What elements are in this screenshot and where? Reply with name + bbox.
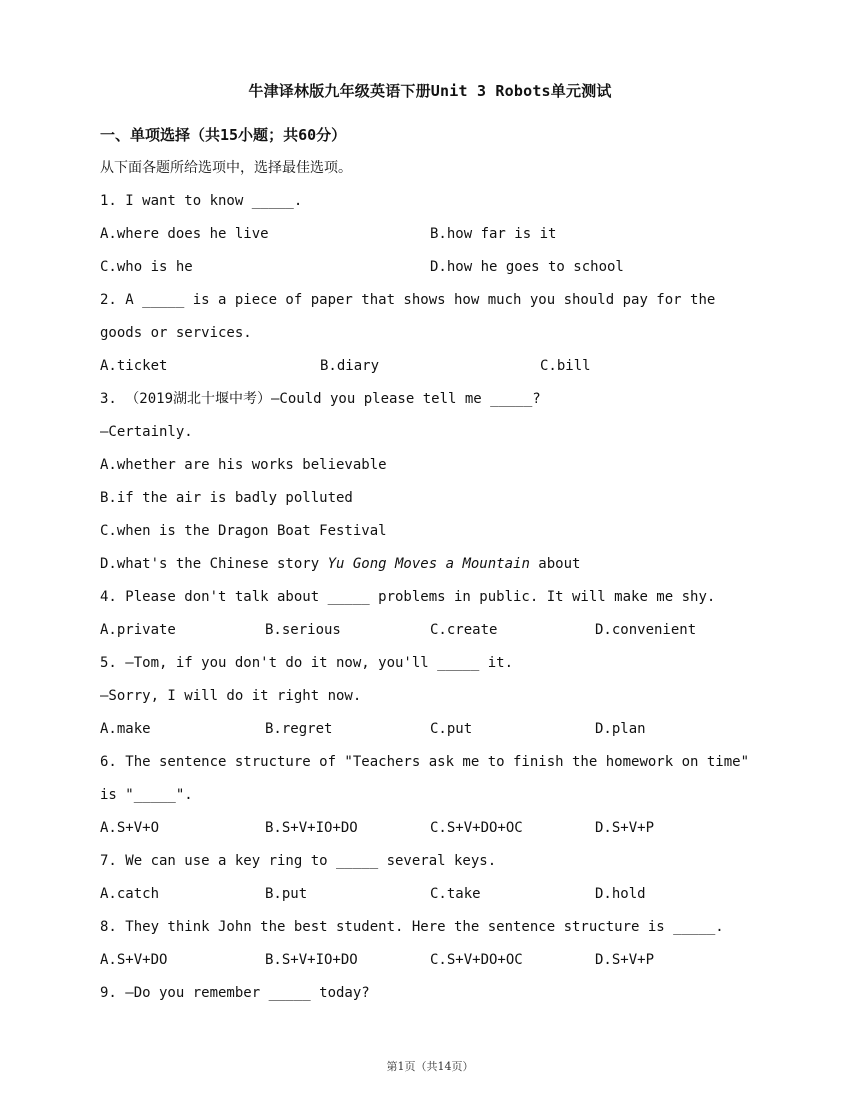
question-7-option-b: B.put <box>265 886 308 902</box>
question-5-option-d: D.plan <box>595 721 646 737</box>
question-4-option-b: B.serious <box>265 622 341 638</box>
question-5-stem-line-1: 5. —Tom, if you don't do it now, you'll _____ it. <box>100 655 514 671</box>
question-8-options <box>100 944 740 977</box>
question-3-option-c: C.when is the Dragon Boat Festival <box>100 523 387 539</box>
question-8-stem: 8. They think John the best student. Here the sentence structure is _____. <box>100 919 724 935</box>
question-2-option-b: B.diary <box>320 358 380 374</box>
question-7-option-d: D.hold <box>595 886 646 902</box>
question-6-option-a: A.S+V+O <box>100 820 160 836</box>
question-4-options <box>100 614 740 647</box>
question-6-stem-line-1: 6. The sentence structure of "Teachers ask me to finish the homework on time" <box>100 754 750 770</box>
question-4-option-c: C.create <box>430 622 498 638</box>
question-1-option-b: B.how far is it <box>430 226 557 242</box>
page-footer: 第1页（共14页） <box>386 1060 474 1073</box>
question-3-stem-line-1: 3. （2019湖北十堰中考）—Could you please tell me _____? <box>100 391 541 407</box>
question-6-option-b: B.S+V+IO+DO <box>265 820 358 836</box>
question-2-options <box>100 350 740 383</box>
question-8-option-b: B.S+V+IO+DO <box>265 952 358 968</box>
question-3-option-d-prefix: D.what's the Chinese story <box>100 556 328 572</box>
question-5-option-c: C.put <box>430 721 473 737</box>
question-5-option-a: A.make <box>100 721 151 737</box>
question-6-option-c: C.S+V+DO+OC <box>430 820 523 836</box>
section-instruction: 从下面各题所给选项中，选择最佳选项。 <box>100 160 352 176</box>
question-1-stem: 1. I want to know _____. <box>100 193 303 209</box>
question-9-stem: 9. —Do you remember _____ today? <box>100 985 370 1001</box>
question-6-stem-line-2: is "_____". <box>100 787 193 803</box>
question-2-option-a: A.ticket <box>100 358 168 374</box>
question-7-option-c: C.take <box>430 886 481 902</box>
question-8-option-d: D.S+V+P <box>595 952 655 968</box>
question-6-option-d: D.S+V+P <box>595 820 655 836</box>
question-1-option-c: C.who is he <box>100 259 193 275</box>
question-7-stem: 7. We can use a key ring to _____ several keys. <box>100 853 497 869</box>
question-2-option-c: C.bill <box>540 358 591 374</box>
question-5-options <box>100 713 740 746</box>
question-2-stem-line-2: goods or services. <box>100 325 252 341</box>
question-1-option-a: A.where does he live <box>100 226 269 242</box>
question-7-option-a: A.catch <box>100 886 160 902</box>
question-8-option-c: C.S+V+DO+OC <box>430 952 523 968</box>
question-4-stem: 4. Please don't talk about _____ problems in public. It will make me shy. <box>100 589 716 605</box>
question-8-option-a: A.S+V+DO <box>100 952 168 968</box>
question-4-option-d: D.convenient <box>595 622 697 638</box>
document-title: 牛津译林版九年级英语下册Unit 3 Robots单元测试 <box>248 82 612 100</box>
question-5-stem-line-2: —Sorry, I will do it right now. <box>100 688 362 704</box>
question-3-stem-line-2: —Certainly. <box>100 424 193 440</box>
question-7-options <box>100 878 740 911</box>
question-6-options <box>100 812 740 845</box>
question-2-stem-line-1: 2. A _____ is a piece of paper that shows how much you should pay for the <box>100 292 716 308</box>
question-3-option-d <box>100 548 740 581</box>
question-1-option-d: D.how he goes to school <box>430 259 624 275</box>
question-3-option-b: B.if the air is badly polluted <box>100 490 353 506</box>
section-heading: 一、单项选择（共15小题；共60分） <box>100 126 347 144</box>
question-1-options-row-1 <box>100 218 740 251</box>
question-1-options-row-2 <box>100 251 740 284</box>
question-3-option-d-title: Yu Gong Moves a Mountain <box>327 556 530 572</box>
question-3-option-a: A.whether are his works believable <box>100 457 387 473</box>
question-5-option-b: B.regret <box>265 721 333 737</box>
question-4-option-a: A.private <box>100 622 176 638</box>
question-list <box>100 152 750 1010</box>
question-3-option-d-suffix: about <box>529 556 581 572</box>
